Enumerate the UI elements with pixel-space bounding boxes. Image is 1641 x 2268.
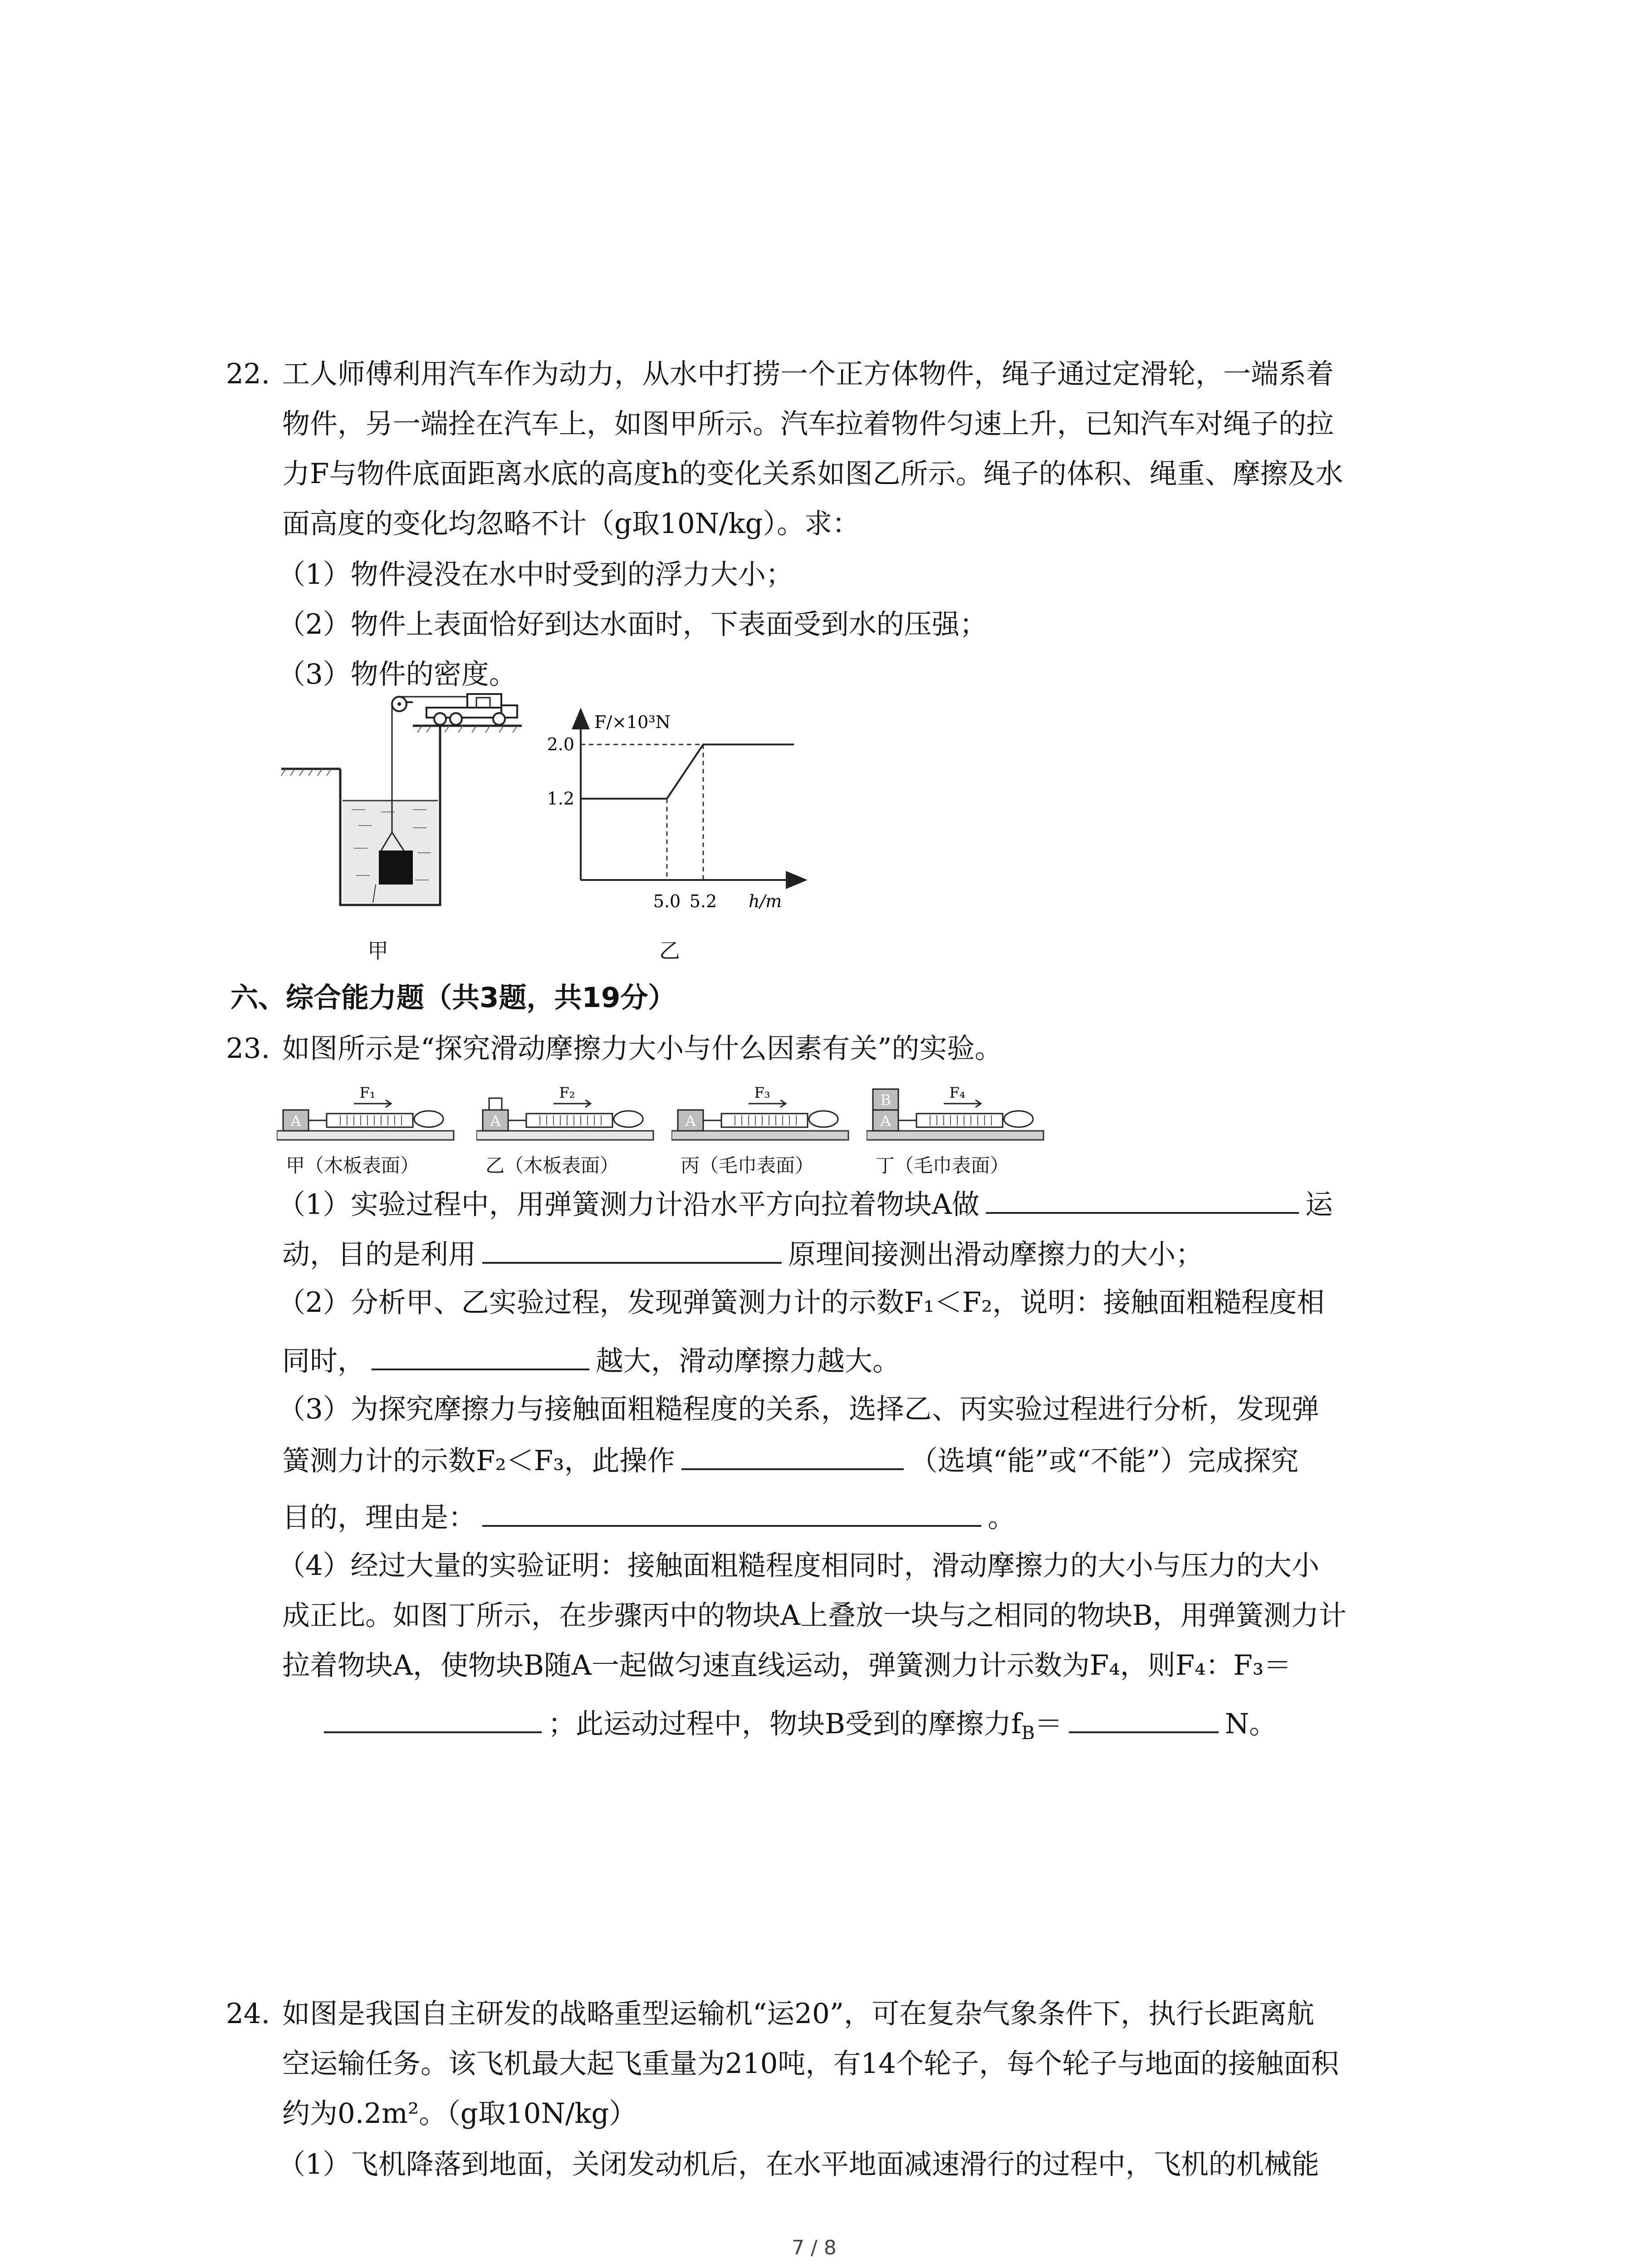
x-tick-label: 5.2: [689, 891, 717, 911]
q23-blank-3[interactable]: [372, 1340, 589, 1370]
block-a-label: A: [490, 1112, 501, 1129]
q24-line-1: 如图是我国自主研发的战略重型运输机“运20”，可在复杂气象条件下，执行长距离航: [282, 1998, 1314, 2030]
hand-icon: [809, 1111, 838, 1127]
q23-part3-line3: [282, 1497, 1015, 1537]
surface: [476, 1131, 653, 1140]
friction-panel: [476, 1077, 658, 1182]
q23-part2-text-c: 越大，滑动摩擦力越大。: [596, 1345, 901, 1377]
q23-part4-line1: （4）经过大量的实验证明：接触面粗糙程度相同时，滑动摩擦力的大小与压力的大小: [278, 1549, 1319, 1582]
q22-subquestion-3: （3）物件的密度。: [278, 658, 517, 690]
friction-panel-caption: 丙（毛巾表面）: [681, 1154, 814, 1177]
force-label: F₃: [754, 1084, 770, 1101]
friction-panel-drawing: [671, 1077, 853, 1150]
q23-part3-text-c: （选填“能”或“不能”）完成探究: [910, 1445, 1299, 1477]
figure-jia-pulley-diagram: [277, 676, 531, 921]
hand-icon: [414, 1111, 443, 1127]
q22-line-4: 面高度的变化均忽略不计（g取10N/kg）。求：: [282, 508, 860, 540]
q23-part2-line1: （2）分析甲、乙实验过程，发现弹簧测力计的示数F₁＜F₂，说明：接触面粗糙程度相: [278, 1286, 1325, 1319]
force-series-line: [581, 744, 794, 799]
hand-icon: [1004, 1111, 1033, 1127]
q23-part3-line1: （3）为探究摩擦力与接触面粗糙程度的关系，选择乙、丙实验过程进行分析，发现弹: [278, 1393, 1319, 1425]
q22-line-3: 力F与物件底面距离水底的高度h的变化关系如图乙所示。绳子的体积、绳重、摩擦及水: [282, 458, 1343, 490]
q23-part1-line1: [278, 1184, 1333, 1224]
q23-part1-text-b: 运: [1305, 1188, 1333, 1221]
q24-number: 24.: [226, 1998, 270, 2030]
spring-scale: [327, 1114, 413, 1127]
q23-number: 23.: [226, 1032, 270, 1065]
figure-yi-caption: 乙: [659, 938, 680, 963]
q23-part1-text-c: 动，目的是利用: [282, 1238, 476, 1271]
force-label: F₄: [949, 1084, 965, 1101]
hand-icon: [614, 1111, 643, 1127]
block-a-label: A: [685, 1112, 696, 1129]
q24-line-3: 约为0.2m²。（g取10N/kg）: [282, 2097, 637, 2130]
q23-blank-7[interactable]: [1069, 1703, 1219, 1733]
q23-blank-6[interactable]: [324, 1703, 542, 1733]
q23-blank-5[interactable]: [482, 1497, 981, 1527]
section-6-heading: 六、综合能力题（共3题，共19分）: [230, 982, 676, 1014]
q23-blank-1[interactable]: [986, 1184, 1299, 1214]
q23-blank-4[interactable]: [681, 1440, 904, 1470]
q23-part2-text-b: 同时，: [282, 1345, 366, 1377]
friction-panel: [867, 1077, 1048, 1182]
q22-line-2: 物件，另一端拴在汽车上，如图甲所示。汽车拉着物件匀速上升，已知汽车对绳子的拉: [282, 408, 1334, 440]
q23-part3-line2: [282, 1440, 1298, 1480]
x-axis-label: h/m: [749, 891, 782, 911]
q24-line-4: （1）飞机降落到地面，关闭发动机后，在水平地面减速滑行的过程中，飞机的机械能: [278, 2148, 1319, 2180]
force-label: F₂: [559, 1084, 575, 1101]
spring-scale: [916, 1114, 1003, 1127]
friction-panel-drawing: [476, 1077, 658, 1150]
friction-panel-caption: 乙（木板表面）: [485, 1154, 619, 1177]
friction-panel-drawing: [867, 1077, 1048, 1150]
q23-part1-line2: [282, 1234, 1203, 1274]
weight-block: [489, 1098, 502, 1110]
page-number: 7 / 8: [792, 2236, 837, 2259]
figure-yi-force-height-graph: [526, 708, 808, 921]
spring-scale: [526, 1114, 612, 1127]
q23-part4-equals: ＝: [1034, 1708, 1063, 1740]
friction-panel-caption: 甲（木板表面）: [286, 1154, 420, 1177]
q23-part4-text-d: ；此运动过程中，物块B受到的摩擦力f: [548, 1708, 1022, 1740]
q22-line-1: 工人师傅利用汽车作为动力，从水中打捞一个正方体物件，绳子通过定滑轮，一端系着: [282, 358, 1334, 390]
surface: [867, 1131, 1043, 1140]
q22-subquestion-2: （2）物件上表面恰好到达水面时，下表面受到水的压强；: [278, 608, 987, 640]
q23-part4-line4: [282, 1703, 1277, 1752]
y-tick-label: 1.2: [547, 788, 574, 809]
q23-part3-text-d: 目的，理由是：: [282, 1501, 476, 1534]
force-label: F₁: [359, 1084, 376, 1101]
figure-jia-caption: 甲: [367, 938, 388, 963]
q22-number: 22.: [226, 358, 270, 390]
spring-scale: [721, 1114, 808, 1127]
surface: [671, 1131, 848, 1140]
friction-panel: [277, 1077, 458, 1182]
friction-panel-drawing: [277, 1077, 458, 1150]
x-tick-label: 5.0: [653, 891, 681, 911]
q23-part1-text-a: （1）实验过程中，用弹簧测力计沿水平方向拉着物块A做: [278, 1188, 980, 1221]
friction-panel-caption: 丁（毛巾表面）: [876, 1154, 1009, 1177]
q22-subquestion-1: （1）物件浸没在水中时受到的浮力大小；: [278, 558, 794, 591]
friction-experiment-figure: [277, 1077, 1048, 1182]
surface: [277, 1131, 454, 1140]
q23-intro: 如图所示是“探究滑动摩擦力大小与什么因素有关”的实验。: [282, 1032, 1003, 1065]
q24-line-2: 空运输任务。该飞机最大起飞重量为210吨，有14个轮子，每个轮子与地面的接触面积: [282, 2048, 1339, 2080]
q23-part4-line3: 拉着物块A，使物块B随A一起做匀速直线运动，弹簧测力计示数为F₄，则F₄：F₃＝: [282, 1649, 1292, 1681]
q23-part1-text-d: 原理间接测出滑动摩擦力的大小；: [788, 1238, 1204, 1271]
block-a-label: A: [290, 1112, 301, 1129]
q23-part3-text-e: 。: [988, 1501, 1016, 1534]
block-b-label: B: [880, 1091, 891, 1109]
q23-blank-2[interactable]: [482, 1234, 782, 1264]
q23-part3-text-b: 簧测力计的示数F₂＜F₃，此操作: [282, 1445, 675, 1477]
block-a-label: A: [880, 1112, 891, 1129]
friction-panel: [671, 1077, 853, 1182]
y-tick-label: 2.0: [547, 734, 574, 755]
y-axis-label: F/×10³N: [594, 712, 671, 732]
q23-part4-line2: 成正比。如图丁所示，在步骤丙中的物块A上叠放一块与之相同的物块B，用弹簧测力计: [282, 1599, 1347, 1632]
q23-part4-text-e: N。: [1225, 1708, 1277, 1740]
q23-part4-subscript: B: [1021, 1723, 1035, 1744]
q23-part2-line2: [282, 1340, 900, 1380]
